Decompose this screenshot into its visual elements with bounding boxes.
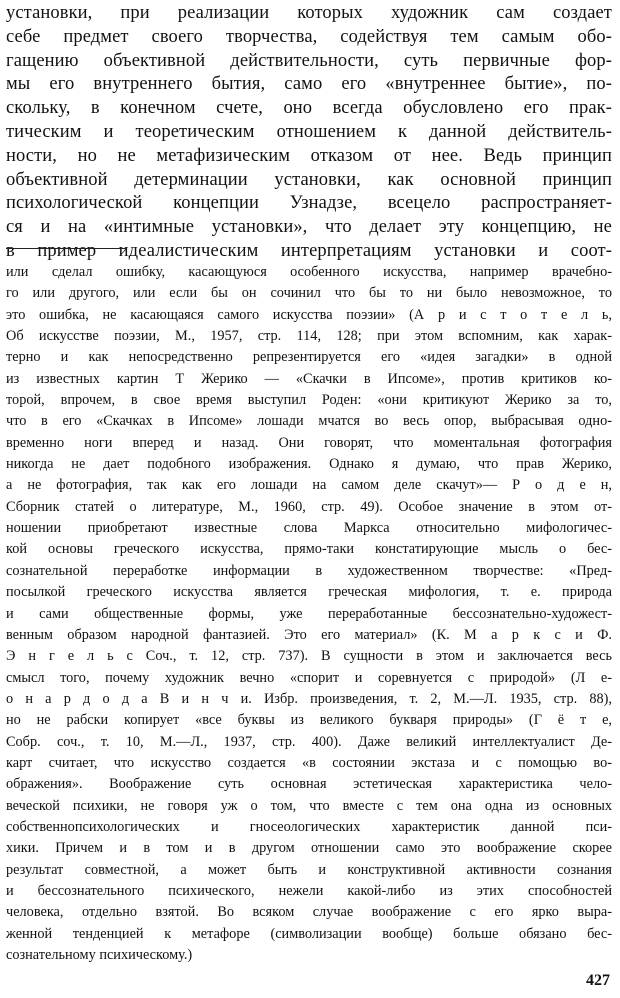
footnote-line: Об искусстве поэзии, М., 1957, стр. 114, 128; при этом вспомним, как харак- xyxy=(6,328,612,345)
main-text-line: объективной детерминации установки, как основной принцип xyxy=(6,169,612,190)
main-text-line: тическим и теоретическим отношением к данной действитель- xyxy=(6,121,612,142)
footnote-line: о н а р д о д а В и н ч и. Избр. произведения, т. 2, М.—Л. 1935, стр. 88), xyxy=(6,690,612,707)
page-number: 427 xyxy=(586,972,610,989)
footnote-line: никогда не дает подобного изображения. Однако я думаю, что прав Жерико, xyxy=(6,456,612,473)
main-text-line: скольку, в конечном счете, оно всегда обусловлено его прак- xyxy=(6,98,612,119)
footnote-line: венным образом народной фантазией. Это его материал» (К. М а р к с и Ф. xyxy=(6,626,612,643)
footnote-line: сознательному психическому.) xyxy=(6,947,193,963)
main-text-line: психологической концепции Узнадзе, всецело распространяет- xyxy=(6,193,612,214)
footnote-line: ображения». Воображение суть основная эстетическая характеристика чело- xyxy=(6,776,612,793)
footnote-line: Э н г е л ь с Соч., т. 12, стр. 737). В сущности в этом и заключается весь xyxy=(6,648,612,665)
main-text-line: ности, но не метафизическим отказом от нее. Ведь принцип xyxy=(6,145,612,166)
footnote-line: смысл того, почему художник вечно «спорит и соревнуется с природой» (Л е- xyxy=(6,669,612,686)
footnote-line: временно ноги вперед и назад. Они говорят, что моментальная фотография xyxy=(6,434,612,451)
footnote-line: посылкой греческого искусства является греческая мифология, т. е. природа xyxy=(6,584,612,601)
footnote-line: терно и как непосредственно репрезентируется его «идея загадки» в одной xyxy=(6,349,612,366)
footnote-line: го или другого, или если бы он сочинил что бы то ни было невозможное, то xyxy=(6,285,612,302)
footnote-line: из известных картин Т Жерико — «Скачки в Ипсоме», против критиков ко- xyxy=(6,370,612,387)
main-text-line: в пример идеалистическим интерпретациям установки и соот- xyxy=(6,240,612,261)
footnote-line: но не рабски копирует «все буквы из великого букваря природы» (Г ё т е, xyxy=(6,712,612,729)
main-text-line: гащению объективной действительности, суть первичные фор- xyxy=(6,50,612,71)
footnote-line: и бессознательного психического, нежели какой-либо из этих способностей xyxy=(6,882,612,899)
main-text-line: ся и на «интимные установки», что делает эту концепцию, не xyxy=(6,217,612,238)
footnote-line: что в его «Скачках в Ипсоме» лошади мчатся во весь опор, выбрасывая одно- xyxy=(6,413,612,430)
footnote-line: кой основы греческого искусства, прямо-таки констатирующие мысль о бес- xyxy=(6,541,612,558)
footnote-line: торой, впрочем, в свое время выступил Роден: «они критикуют Жерико за то, xyxy=(6,392,612,409)
footnote-line: сознательной переработке информации в художественном творчестве: «Пред- xyxy=(6,562,612,579)
footnote-line: а не фотография, так как его лошади на самом деле скачут»— Р о д е н, xyxy=(6,477,612,494)
footnote-line: карт считает, что искусство создается «в состоянии экстаза и с помощью во- xyxy=(6,754,612,771)
footnote-line: это ошибка, не касающаяся самого искусства поэзии» (А р и с т о т е л ь, xyxy=(6,306,612,323)
footnote-divider xyxy=(6,248,126,249)
main-text-line: себе предмет своего творчества, содействуя тем самым обо- xyxy=(6,26,612,47)
footnote-line: женной тенденцией к метафоре (символизации вообще) больше обязано бес- xyxy=(6,925,612,942)
footnote-line: Сборник статей о литературе, М., 1960, стр. 49). Особое значение в этом от- xyxy=(6,498,612,515)
footnote-line: результат совместной, а может быть и конструктивной активности сознания xyxy=(6,861,612,878)
footnote-line: собственнопсихологических и гносеологических характеристик данной пси- xyxy=(6,818,612,835)
footnote-line: человека, отдельно взятой. Во всяком случае воображение с его ярко выра- xyxy=(6,904,612,921)
main-text-line: мы его внутреннего бытия, само его «внутреннее бытие», по- xyxy=(6,74,612,95)
footnote-line: веческой психики, не говоря уж о том, что вместе с тем она одна из основных xyxy=(6,797,612,814)
footnote-line: или сделал ошибку, касающуюся особенного искусства, например врачебно- xyxy=(6,264,612,280)
footnote-line: хики. Причем и в том и в другом отношении само это воображение скорее xyxy=(6,840,612,857)
footnote-line: Собр. соч., т. 10, М.—Л., 1937, стр. 400). Даже великий интеллектуалист Де- xyxy=(6,733,612,750)
main-text-line: установки, при реализации которых художник сам создает xyxy=(6,3,612,23)
main-text xyxy=(6,2,612,264)
footnote-text xyxy=(6,262,612,966)
footnote-line: и сами общественные формы, уже переработанные бессознательно-художест- xyxy=(6,605,612,622)
footnote-line: ношении приобретают известные слова Маркса относительно мифологичес- xyxy=(6,520,612,537)
